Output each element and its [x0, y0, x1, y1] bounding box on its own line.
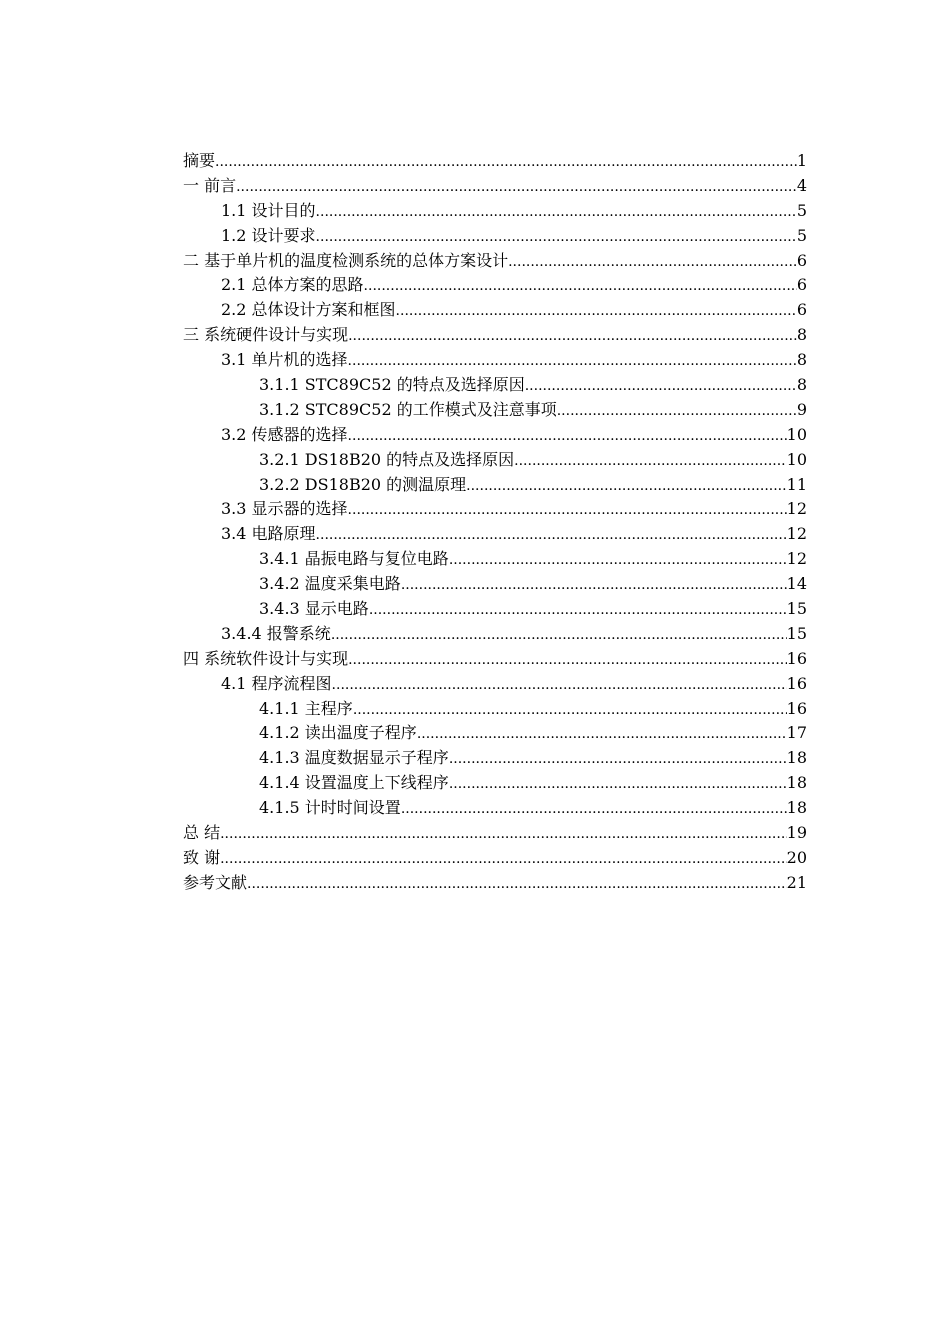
toc-dot-leader [220, 847, 787, 872]
toc-dot-leader [449, 747, 787, 772]
toc-entry[interactable] [183, 522, 807, 547]
toc-entry[interactable] [183, 224, 807, 249]
toc-entry[interactable] [183, 547, 807, 572]
toc-entry-page-number: 5 [796, 225, 807, 245]
toc-entry-page-number: 10 [786, 449, 807, 469]
toc-entry-page-number: 14 [786, 574, 807, 594]
toc-dot-leader [348, 349, 797, 374]
toc-dot-leader [348, 424, 787, 449]
toc-entry-page-number: 6 [796, 300, 807, 320]
toc-entry[interactable] [183, 323, 807, 348]
toc-entry[interactable] [183, 697, 807, 722]
toc-entry[interactable] [183, 771, 807, 796]
toc-entry-title: 2.2 总体设计方案和框图 [221, 300, 396, 320]
toc-dot-leader [417, 722, 787, 747]
toc-entry-page-number: 16 [786, 673, 807, 693]
toc-dot-leader [220, 822, 787, 847]
toc-entry[interactable] [183, 572, 807, 597]
toc-entry-page-number: 8 [796, 325, 807, 345]
toc-entry-page-number: 16 [786, 698, 807, 718]
toc-entry[interactable] [183, 473, 807, 498]
toc-entry-page-number: 4 [796, 175, 807, 195]
toc-dot-leader [449, 548, 787, 573]
toc-dot-leader [348, 498, 787, 523]
toc-entry-page-number: 12 [786, 499, 807, 519]
toc-entry-title: 4.1.3 温度数据显示子程序 [259, 748, 449, 768]
toc-entry-title: 四 系统软件设计与实现 [183, 648, 349, 668]
toc-entry-title: 摘要 [183, 151, 216, 170]
toc-entry[interactable] [183, 846, 807, 871]
toc-dot-leader [247, 872, 787, 897]
toc-entry[interactable] [183, 721, 807, 746]
toc-entry-page-number: 21 [786, 872, 807, 892]
toc-dot-leader [316, 225, 797, 250]
toc-entry-page-number: 8 [796, 350, 807, 370]
toc-entry-page-number: 15 [786, 599, 807, 619]
toc-dot-leader [396, 299, 797, 324]
toc-entry-page-number: 18 [786, 748, 807, 768]
toc-entry-page-number: 6 [796, 275, 807, 295]
toc-entry-title: 3.1.2 STC89C52 的工作模式及注意事项 [259, 399, 557, 419]
toc-entry-page-number: 8 [796, 375, 807, 395]
toc-entry-title: 1.2 设计要求 [221, 225, 316, 245]
toc-dot-leader [236, 175, 797, 200]
toc-entry-page-number: 18 [786, 773, 807, 793]
toc-entry[interactable] [183, 398, 807, 423]
toc-entry[interactable] [183, 298, 807, 323]
toc-entry-page-number: 17 [786, 723, 807, 743]
toc-entry-page-number: 19 [786, 823, 807, 843]
toc-entry-title: 3.4.2 温度采集电路 [259, 574, 401, 594]
toc-entry-title: 3.4 电路原理 [221, 524, 316, 544]
toc-entry-title: 3.2.1 DS18B20 的特点及选择原因 [259, 449, 515, 469]
table-of-contents [183, 149, 807, 896]
toc-entry-title: 4.1.5 计时时间设置 [259, 798, 401, 818]
toc-dot-leader [466, 474, 786, 499]
toc-entry[interactable] [183, 249, 807, 274]
toc-dot-leader [316, 523, 787, 548]
toc-entry-title: 1.1 设计目的 [221, 200, 316, 220]
toc-dot-leader [449, 772, 787, 797]
toc-entry-title: 致 谢 [183, 847, 221, 867]
toc-entry[interactable] [183, 871, 807, 896]
toc-dot-leader [348, 648, 787, 673]
toc-entry-title: 3.2.2 DS18B20 的测温原理 [259, 474, 467, 494]
toc-entry[interactable] [183, 199, 807, 224]
toc-entry[interactable] [183, 174, 807, 199]
toc-entry[interactable] [183, 373, 807, 398]
toc-entry[interactable] [183, 423, 807, 448]
toc-entry[interactable] [183, 497, 807, 522]
toc-entry-page-number: 10 [786, 424, 807, 444]
toc-entry-title: 3.4.1 晶振电路与复位电路 [259, 549, 449, 569]
toc-dot-leader [348, 324, 797, 349]
toc-entry-page-number: 20 [786, 847, 807, 867]
toc-entry[interactable] [183, 672, 807, 697]
toc-entry[interactable] [183, 821, 807, 846]
toc-entry-page-number: 1 [796, 151, 807, 170]
toc-entry-title: 总 结 [183, 823, 221, 843]
toc-dot-leader [353, 698, 787, 723]
toc-entry-title: 3.2 传感器的选择 [221, 424, 348, 444]
toc-entry-page-number: 11 [786, 474, 807, 494]
toc-dot-leader [369, 598, 787, 623]
toc-entry-title: 3.4.3 显示电路 [259, 599, 369, 619]
toc-entry-title: 一 前言 [183, 175, 237, 195]
toc-entry-title: 3.1 单片机的选择 [221, 350, 348, 370]
toc-entry[interactable] [183, 448, 807, 473]
toc-entry[interactable] [183, 622, 807, 647]
toc-entry[interactable] [183, 647, 807, 672]
toc-dot-leader [401, 797, 787, 822]
toc-entry[interactable] [183, 597, 807, 622]
toc-entry-title: 3.3 显示器的选择 [221, 499, 348, 519]
toc-entry-title: 3.4.4 报警系统 [221, 623, 331, 643]
toc-dot-leader [364, 274, 797, 299]
toc-entry-title: 4.1.1 主程序 [259, 698, 353, 718]
toc-dot-leader [316, 200, 797, 225]
toc-dot-leader [215, 150, 797, 175]
toc-entry-title: 参考文献 [183, 872, 248, 892]
toc-dot-leader [332, 673, 787, 698]
toc-entry-page-number: 6 [796, 250, 807, 270]
toc-entry[interactable] [183, 796, 807, 821]
toc-dot-leader [401, 573, 787, 598]
toc-entry-page-number: 16 [786, 648, 807, 668]
toc-entry-title: 4.1 程序流程图 [221, 673, 332, 693]
toc-entry-page-number: 9 [796, 399, 807, 419]
toc-entry-page-number: 5 [796, 200, 807, 220]
toc-dot-leader [331, 623, 787, 648]
toc-dot-leader [557, 399, 797, 424]
toc-dot-leader [525, 374, 797, 399]
toc-entry-title: 二 基于单片机的温度检测系统的总体方案设计 [183, 250, 509, 270]
toc-entry-page-number: 12 [786, 549, 807, 569]
toc-entry-page-number: 15 [786, 623, 807, 643]
toc-dot-leader [508, 250, 797, 275]
toc-entry-title: 4.1.4 设置温度上下线程序 [259, 773, 449, 793]
toc-entry-title: 4.1.2 读出温度子程序 [259, 723, 417, 743]
toc-entry-title: 3.1.1 STC89C52 的特点及选择原因 [259, 375, 525, 395]
toc-dot-leader [514, 449, 786, 474]
toc-entry[interactable] [183, 746, 807, 771]
toc-entry[interactable] [183, 149, 807, 174]
toc-entry-title: 2.1 总体方案的思路 [221, 275, 364, 295]
toc-entry[interactable] [183, 348, 807, 373]
toc-entry-page-number: 18 [786, 798, 807, 818]
toc-entry[interactable] [183, 273, 807, 298]
toc-entry-title: 三 系统硬件设计与实现 [183, 325, 349, 345]
toc-entry-page-number: 12 [786, 524, 807, 544]
